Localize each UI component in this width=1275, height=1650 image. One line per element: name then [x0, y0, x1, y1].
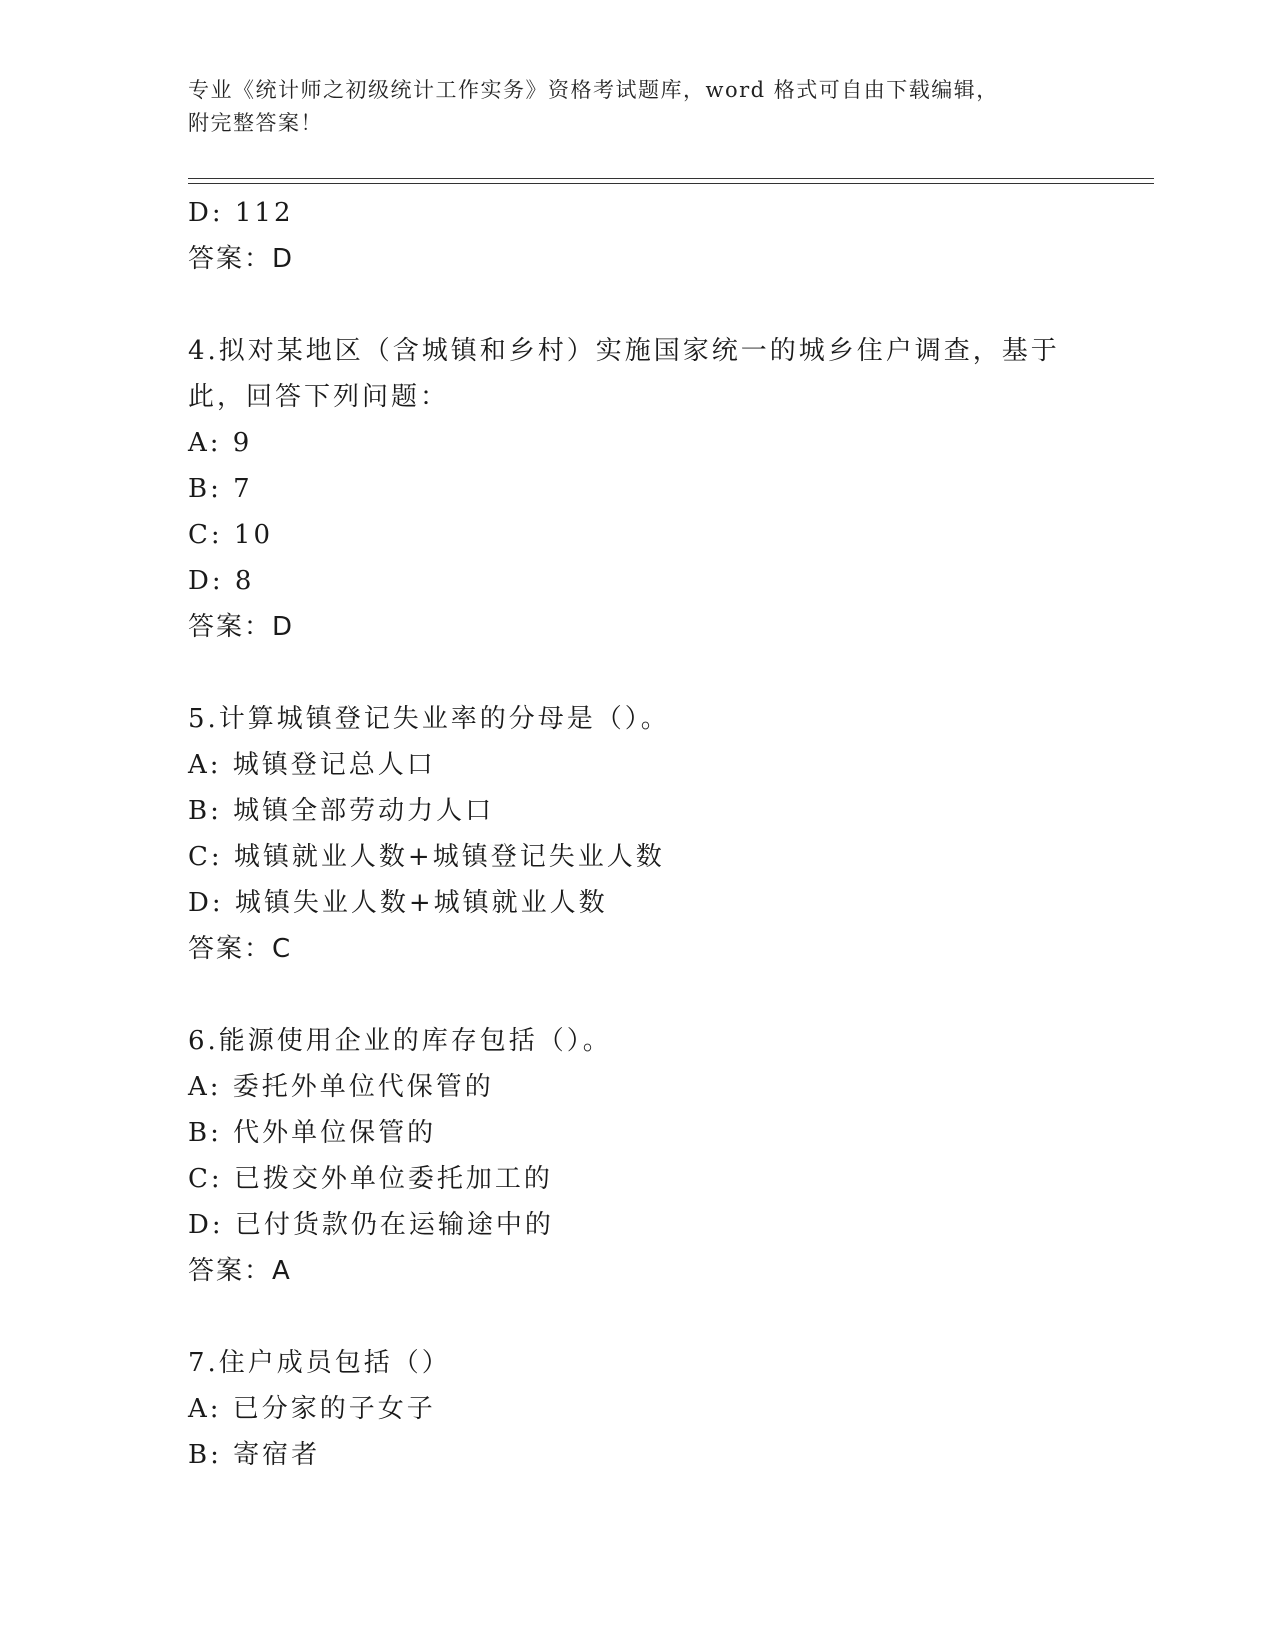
prev-question-answer: 答案：D — [188, 244, 295, 274]
question-4-stem-line-2: 此，回答下列问题： — [188, 382, 450, 412]
question-5-answer: 答案：C — [188, 934, 293, 964]
question-5-option-b: B: 城镇全部劳动力人口 — [188, 796, 495, 826]
question-4-option-d: D: 8 — [188, 566, 255, 596]
header-line-1: 专业《统计师之初级统计工作实务》资格考试题库，word 格式可自由下载编辑， — [188, 78, 999, 102]
question-4 — [188, 328, 1088, 650]
question-6-option-b: B: 代外单位保管的 — [188, 1118, 437, 1148]
question-6-stem: 6.能源使用企业的库存包括（）。 — [188, 1026, 612, 1056]
question-6-option-c: C: 已拨交外单位委托加工的 — [188, 1164, 553, 1194]
question-5-option-d: D: 城镇失业人数+城镇就业人数 — [188, 888, 608, 918]
question-4-answer: 答案：D — [188, 612, 295, 642]
spacer — [188, 282, 1088, 328]
header-line-2: 附完整答案！ — [188, 111, 323, 135]
spacer — [188, 650, 1088, 696]
question-7-option-b: B: 寄宿者 — [188, 1440, 321, 1470]
header-divider-top — [188, 178, 1154, 179]
question-5-option-c: C: 城镇就业人数+城镇登记失业人数 — [188, 842, 665, 872]
question-7 — [188, 1340, 1088, 1478]
question-7-option-a: A: 已分家的子女子 — [188, 1394, 436, 1424]
question-4-option-b: B: 7 — [188, 474, 253, 504]
prev-question-option-d: D: 112 — [188, 198, 294, 228]
question-6-answer: 答案：A — [188, 1256, 292, 1286]
question-5-stem: 5.计算城镇登记失业率的分母是（）。 — [188, 704, 670, 734]
question-4-stem-line-1: 4.拟对某地区（含城镇和乡村）实施国家统一的城乡住户调查，基于 — [188, 336, 1060, 366]
spacer — [188, 1294, 1088, 1340]
document-header — [188, 74, 1088, 140]
question-6 — [188, 1018, 1088, 1294]
question-5-option-a: A: 城镇登记总人口 — [188, 750, 436, 780]
question-6-option-d: D: 已付货款仍在运输途中的 — [188, 1210, 554, 1240]
question-4-option-c: C: 10 — [188, 520, 274, 550]
question-list — [188, 190, 1088, 1478]
question-7-stem: 7.住户成员包括（） — [188, 1348, 451, 1378]
question-6-option-a: A: 委托外单位代保管的 — [188, 1072, 494, 1102]
question-5 — [188, 696, 1088, 972]
spacer — [188, 972, 1088, 1018]
question-4-option-a: A: 9 — [188, 428, 253, 458]
header-divider-bottom — [188, 183, 1154, 184]
